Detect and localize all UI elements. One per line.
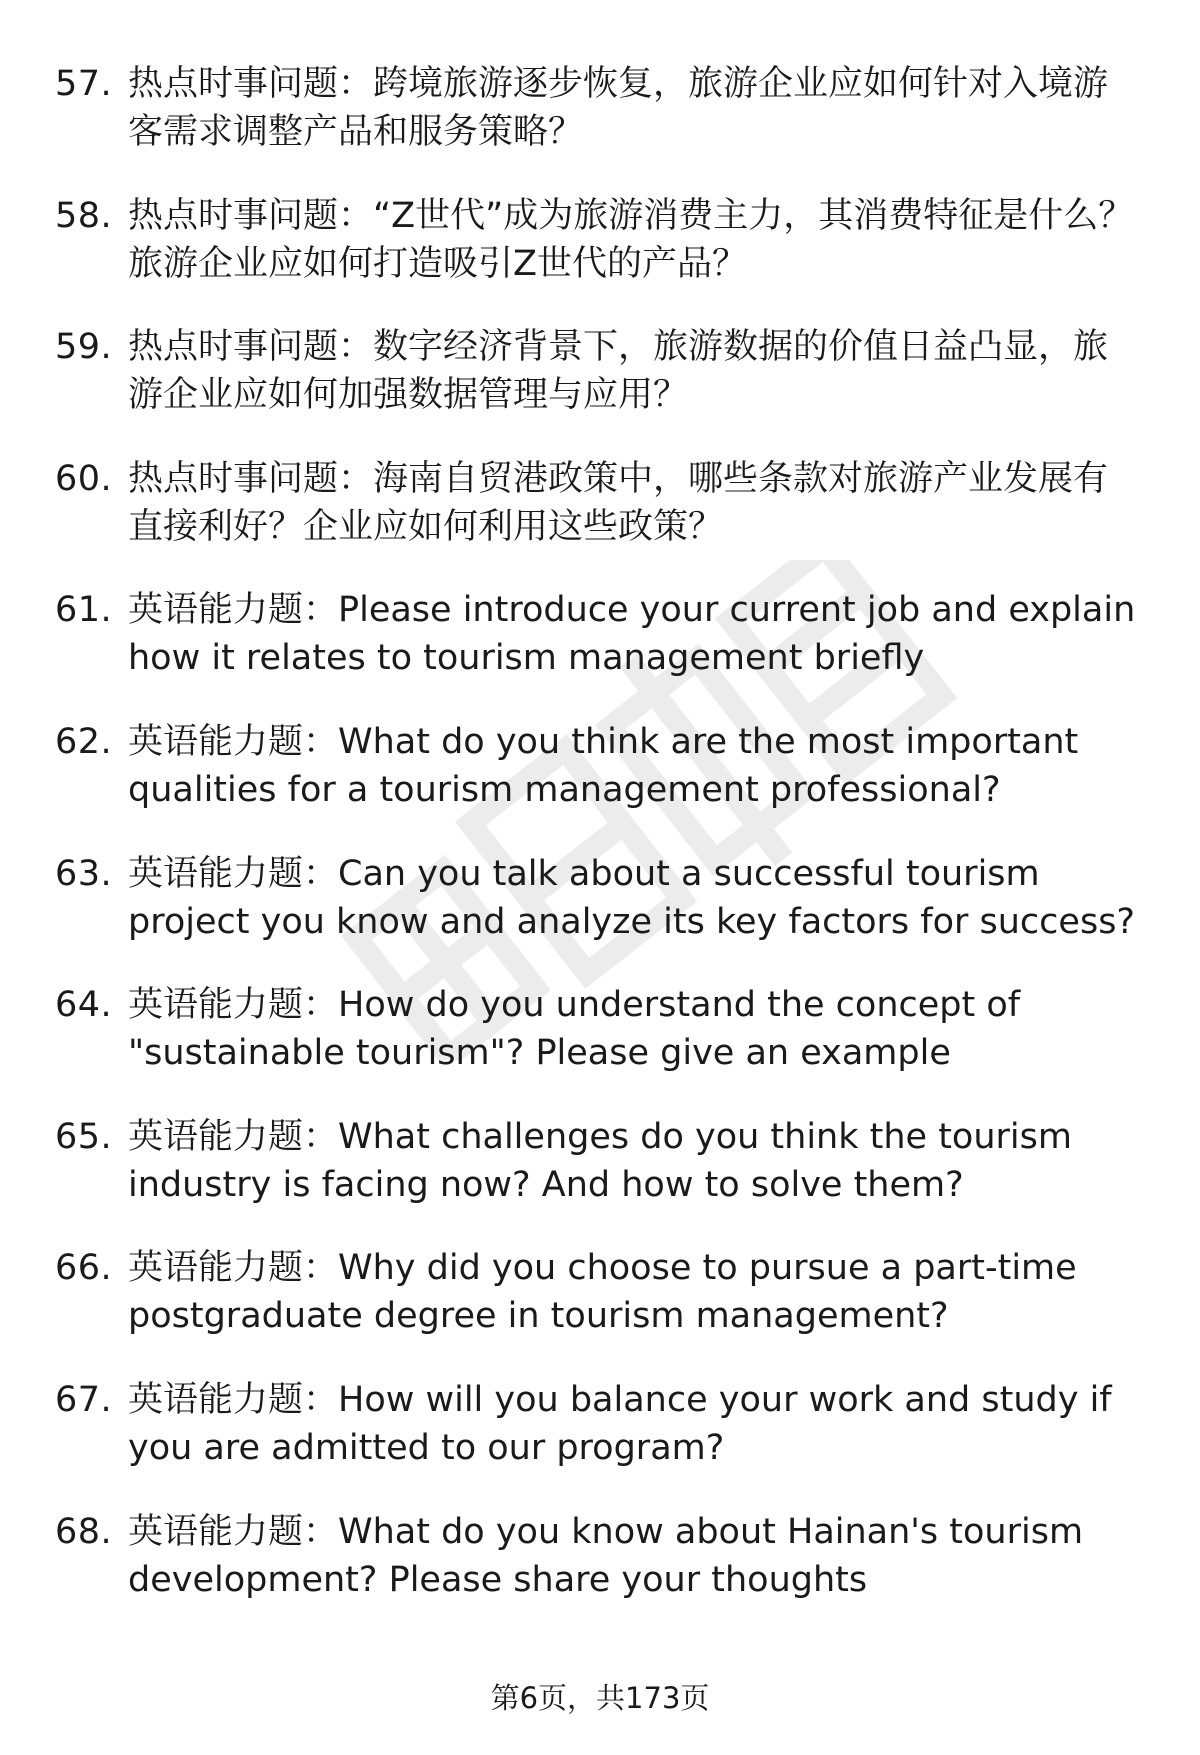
list-item — [0, 850, 1200, 982]
question-text: 英语能力题：What do you know about Hainan's tourism development? Please share your thoughts — [128, 1511, 1084, 1600]
question-text: 热点时事问题：“Z世代”成为旅游消费主力，其消费特征是什么？旅游企业应如何打造吸引Z世代的产品？ — [128, 195, 1134, 284]
page-number-footer: 第6页，共173页 — [490, 1681, 710, 1715]
question-number: 59. — [55, 327, 113, 368]
list-item — [0, 455, 1200, 587]
list-item — [0, 1508, 1200, 1640]
question-number: 57. — [55, 64, 113, 104]
question-number: 62. — [55, 721, 113, 762]
list-item — [0, 718, 1200, 850]
list-item — [0, 586, 1200, 718]
question-text: 热点时事问题：海南自贸港政策中，哪些条款对旅游产业发展有直接利好？企业应如何利用这些政策？ — [128, 458, 1109, 547]
question-number: 60. — [55, 458, 113, 499]
question-number: 64. — [55, 985, 113, 1026]
question-text: 热点时事问题：数字经济背景下，旅游数据的价值日益凸显，旅游企业应如何加强数据管理与应用？ — [128, 327, 1109, 416]
list-item — [0, 323, 1200, 455]
list-item — [0, 60, 1200, 192]
question-number: 68. — [55, 1511, 113, 1552]
question-list — [0, 60, 1200, 1639]
question-text: 英语能力题：What challenges do you think the tourism industry is facing now? And how to solve them? — [128, 1116, 1072, 1205]
question-number: 67. — [55, 1379, 113, 1420]
list-item — [0, 1113, 1200, 1245]
question-text: 英语能力题：Can you talk about a successful tourism project you know and analyze its key factors for success? — [128, 853, 1136, 942]
question-text: 热点时事问题：跨境旅游逐步恢复，旅游企业应如何针对入境游客需求调整产品和服务策略？ — [128, 64, 1109, 152]
question-number: 61. — [55, 590, 113, 631]
list-item — [0, 981, 1200, 1113]
question-text: 英语能力题：Why did you choose to pursue a part-time postgraduate degree in tourism management? — [128, 1248, 1077, 1337]
question-number: 65. — [55, 1116, 113, 1157]
question-number: 63. — [55, 853, 113, 894]
question-text: 英语能力题：How will you balance your work and study if you are admitted to our program? — [128, 1379, 1112, 1468]
question-text: 英语能力题：What do you think are the most important qualities for a tourism management professional? — [128, 721, 1079, 810]
list-item — [0, 1244, 1200, 1376]
question-text: 英语能力题：How do you understand the concept of "sustainable tourism"? Please give an example — [128, 985, 1021, 1074]
question-number: 58. — [55, 195, 113, 236]
question-text: 英语能力题：Please introduce your current job and explain how it relates to tourism management briefly — [128, 590, 1136, 679]
list-item — [0, 192, 1200, 324]
list-item — [0, 1376, 1200, 1508]
question-number: 66. — [55, 1248, 113, 1289]
